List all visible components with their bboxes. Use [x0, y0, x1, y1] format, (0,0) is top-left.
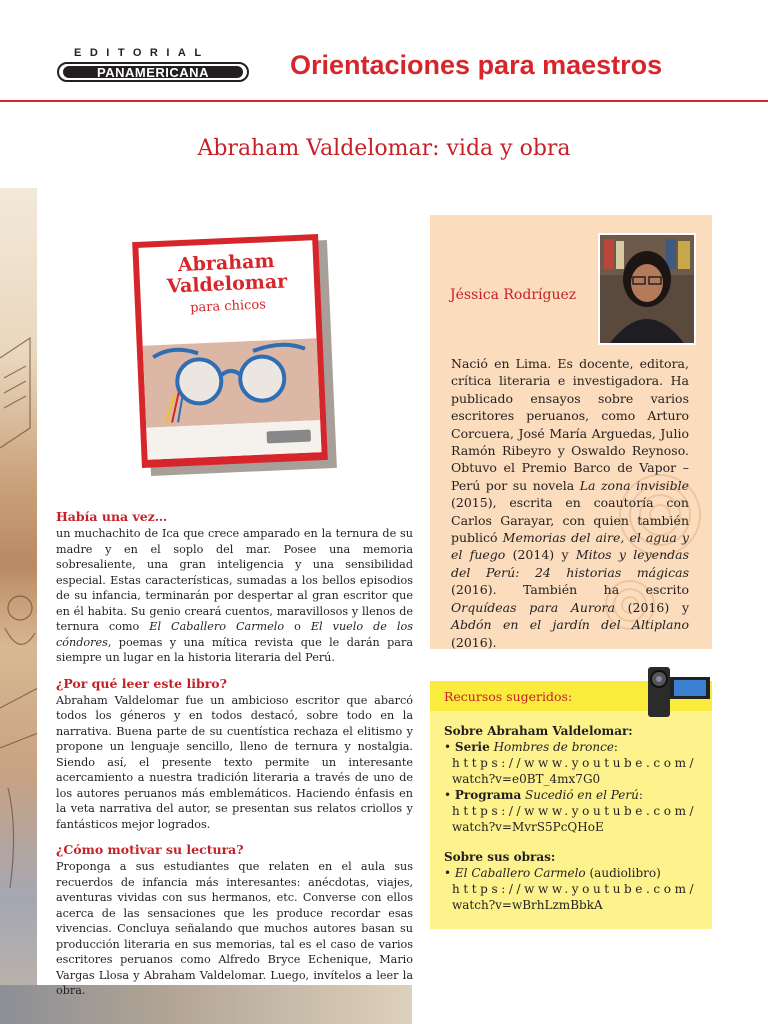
- author-name: Jéssica Rodríguez: [450, 287, 577, 303]
- resource-title: Hombres de bronce: [493, 740, 614, 754]
- section-body-como: Proponga a sus estudiantes que relaten en el aula sus recuerdos de infancia más interesantes: anécdotas, viajes, aventuras vividas con sus hermanos, etc. Converse con ellos acerca de las sensaciones que les produce recordar esas vivencias. Concluya señalando que muchos autores basan su producción literaria en sus memorias, tal es el caso de varios escritores peruanos como Alfredo Bryce Echenique, Mario Vargas Llosa y Abraham Valdelomar. Luego, invítelos a leer la obra.: [56, 860, 413, 997]
- header-rule: [0, 100, 768, 102]
- resources-section1-heading: Sobre Abraham Valdelomar:: [444, 724, 633, 738]
- resource-link-cont[interactable]: watch?v=MvrS5PcQHoE: [452, 820, 604, 834]
- resource-link[interactable]: https://www.youtube.com/: [452, 804, 698, 818]
- resource-link-cont[interactable]: watch?v=e0BT_4mx7G0: [452, 772, 601, 786]
- resources-box: [430, 681, 712, 929]
- resource-link[interactable]: https://www.youtube.com/: [452, 882, 698, 896]
- resources-section2-heading: Sobre sus obras:: [444, 850, 556, 864]
- resource-link[interactable]: https://www.youtube.com/: [452, 756, 698, 770]
- header-title: Orientaciones para maestros: [290, 50, 663, 80]
- section-body-por-que: Abraham Valdelomar fue un ambicioso escritor que abarcó todos los géneros y en todos destacó, sobre todo en la narrativa. Buena parte de su cuentística rechaza el elitismo y propone un lenguaje sencillo, lleno de ternura y nostalgia. Siendo así, el presente texto permite un interesante acercamiento a nuestra tradición literaria a través de uno de los autores peruanos más emblemáticos. Haciendo énfasis en la veta narrativa del autor, se presentan sus relatos criollos y fantásticos mejor logrados.: [56, 693, 413, 831]
- left-column: [56, 508, 413, 999]
- resource-item: • Programa Sucedió en el Perú:: [444, 788, 643, 802]
- publisher-logo-name: PANAMERICANA: [63, 66, 243, 78]
- illustration-strip: [0, 188, 38, 1024]
- section-heading-habia: Había una vez…: [56, 509, 168, 524]
- book-cover-footer: [146, 420, 321, 460]
- book-title-line1: Abraham: [177, 249, 275, 277]
- book-cover: [132, 234, 328, 468]
- resources-title: Recursos sugeridos:: [444, 689, 573, 704]
- page-header: [0, 0, 768, 103]
- glasses-illustration: [143, 338, 320, 428]
- publisher-logo: [57, 62, 249, 82]
- section-heading-como: ¿Cómo motivar su lectura?: [56, 842, 244, 857]
- page-title: Abraham Valdelomar: vida y obra: [197, 136, 571, 161]
- camcorder-icon: [644, 665, 712, 717]
- author-box: [430, 215, 712, 649]
- book-subtitle: para chicos: [189, 297, 267, 316]
- resources-list: [444, 723, 709, 913]
- resource-type-label: Serie: [454, 740, 490, 754]
- book-title-line2: Valdelomar: [166, 270, 288, 298]
- resource-item: • Serie Hombres de bronce:: [444, 740, 618, 754]
- section-heading-por-que: ¿Por qué leer este libro?: [56, 675, 227, 691]
- publisher-logo-top: EDITORIAL: [74, 47, 210, 59]
- section-body-habia: un muchachito de Ica que crece amparado en la ternura de su madre y en el soplo del mar. Posee una memoria sobresaliente, una gran inteligencia y una sensibilidad especial. Estas características, sumadas a los bellos episodios de su infancia, terminarán por despertar al gran escritor que en él habita. Su genio creará cuentos, maravillosos y llenos de ternura como El Caballero Carmelo o El vuelo de los cóndores, poemas y una mítica revista que le darán para siempre un lugar en la historia literaria del Perú.: [56, 527, 413, 664]
- resource-title: Sucedió en el Perú: [525, 788, 639, 802]
- resource-link-cont[interactable]: watch?v=wBrhLzmBbkA: [452, 898, 603, 912]
- resource-title: El Caballero Carmelo: [454, 866, 586, 880]
- author-bio: Nació en Lima. Es docente, editora, crítica literaria e investigadora. Ha publicado ensayos sobre varios escritores peruanos, como Arturo Corcuera, José María Arguedas, Julio Ramón Ribeyro y Oswaldo Reynoso. Obtuvo el Premio Barco de Vapor – Perú por su novela La zona invisible (2015), escrita en coautoría con Carlos Garayar, con quien también publicó Memorias del aire, el agua y el fuego (2014) y Mitos y leyendas del Perú: 24 historias mágicas (2016). También ha escrito Orquídeas para Aurora (2016) y Abdón en el jardín del Altiplano (2016).: [451, 356, 690, 650]
- resource-item: • El Caballero Carmelo (audiolibro): [444, 866, 661, 880]
- author-photo: [598, 233, 696, 345]
- resource-type-label: Programa: [454, 788, 522, 802]
- book-cover-illustration: [143, 338, 320, 428]
- resource-note: (audiolibro): [589, 866, 661, 880]
